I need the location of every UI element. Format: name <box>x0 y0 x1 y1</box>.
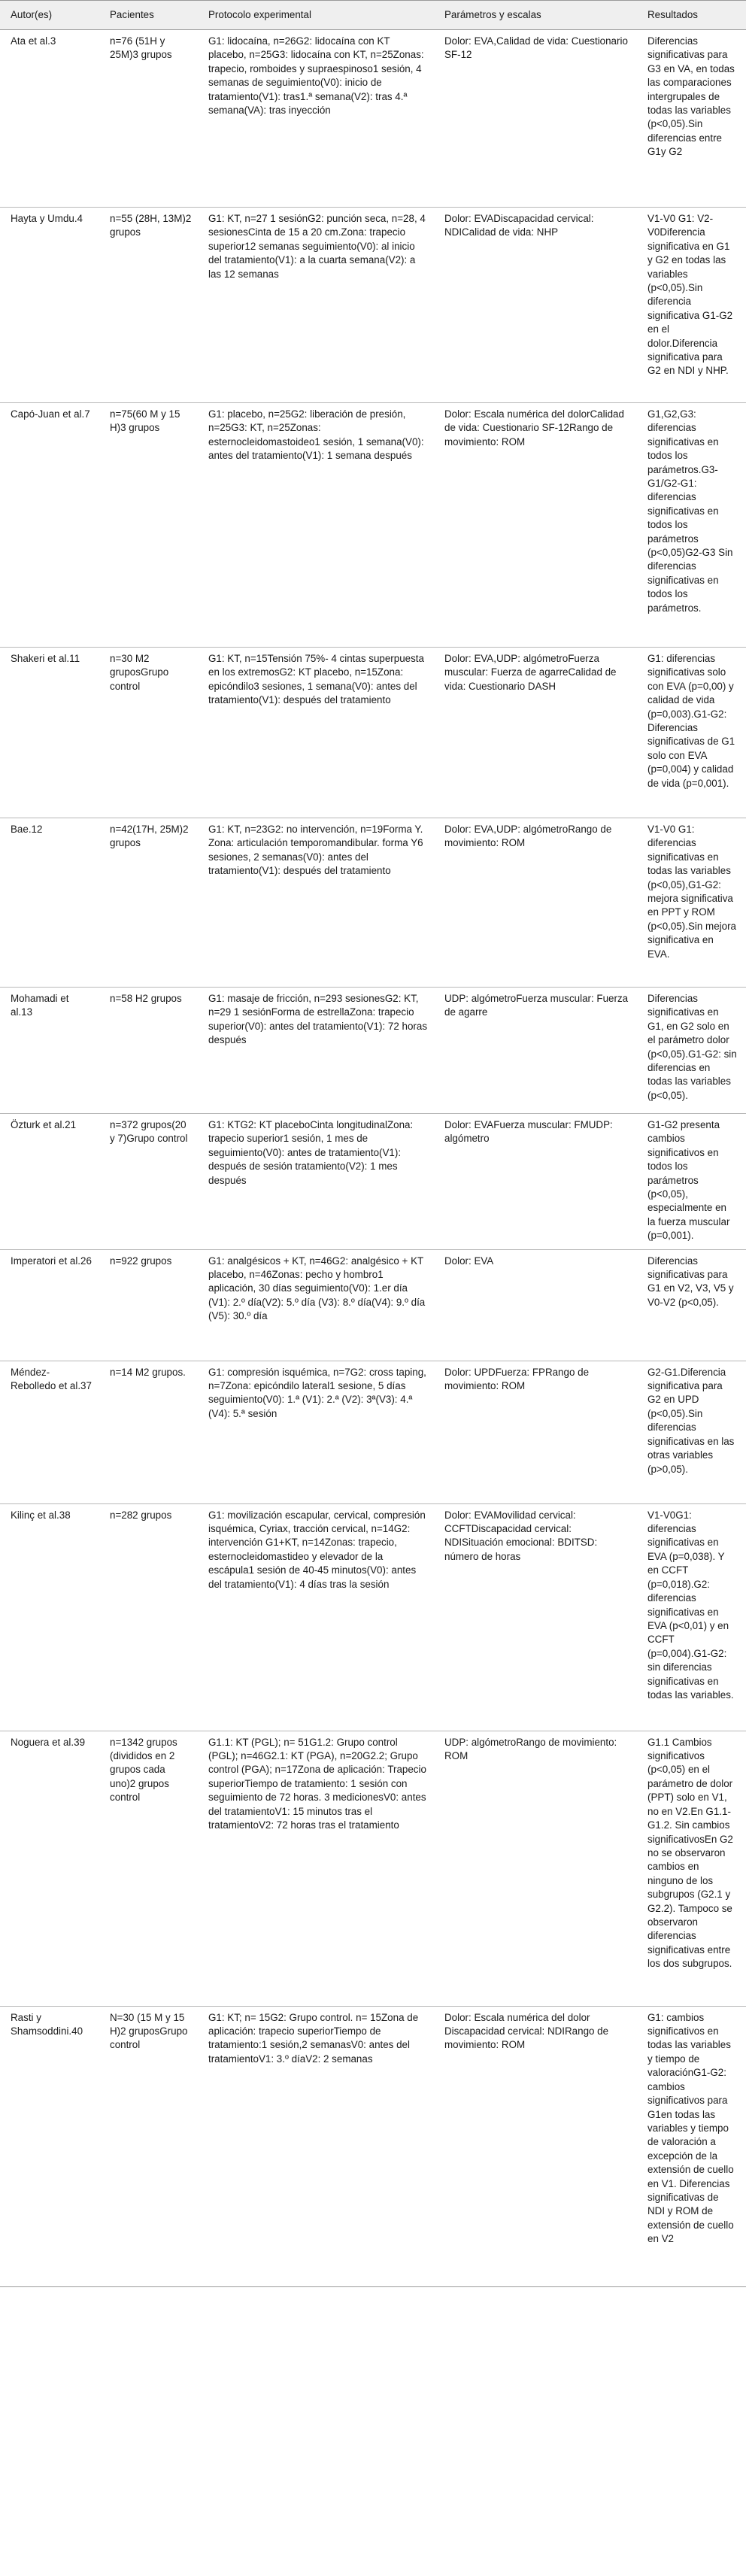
cell-params: Dolor: EVAFuerza muscular: FMUDP: algómetro <box>434 1114 637 1250</box>
header-results: Resultados <box>637 1 746 30</box>
table-row <box>0 2006 746 2286</box>
cell-params: Dolor: UPDFuerza: FPRango de movimiento: ROM <box>434 1361 637 1503</box>
cell-results: G1,G2,G3: diferencias significativas en todos los parámetros.G3-G1/G2-G1: diferencias significativas en todos los parámetros (p<0,05)G2-G3 Sin diferencias significativas en todos los parámetros. <box>637 403 746 648</box>
cell-author: Shakeri et al.11 <box>0 648 99 818</box>
cell-results: V1-V0 G1: V2-V0Diferencia significativa en G1 y G2 en todas las variables (p<0,05).Sin diferencia significativa G1-G2 en el dolor.Diferencia significativa para G2 en NDI y NHP. <box>637 208 746 403</box>
table-row <box>0 1114 746 1250</box>
header-row <box>0 1 746 30</box>
cell-author: Capó-Juan et al.7 <box>0 403 99 648</box>
table-row <box>0 1731 746 2006</box>
cell-protocol: G1.1: KT (PGL); n= 51G1.2: Grupo control (PGL); n=46G2.1: KT (PGA), n=20G2.2; Grupo control (PGA); n=17Zona de aplicación: Trapecio superiorTiempo de tratamiento: 1 sesión con seguimiento de 72 horas. 3 medicionesV0: antes del tratamientoV1: 15 minutos tras el tratamientoV2: 72 horas tras el tratamiento <box>198 1731 434 2006</box>
cell-params: Dolor: Escala numérica del dolor Discapacidad cervical: NDIRango de movimiento: ROM <box>434 2006 637 2286</box>
header-patients: Pacientes <box>99 1 198 30</box>
cell-protocol: G1: analgésicos + KT, n=46G2: analgésico + KT placebo, n=46Zonas: pecho y hombro1 aplicación, 30 días seguimiento(V0): 1.er día (V1): 2.º día(V2): 5.º día (V3): 8.º día(V4): 9.º día (V5): 30.º día <box>198 1249 434 1361</box>
cell-patients: n=58 H2 grupos <box>99 988 198 1114</box>
table-row <box>0 1249 746 1361</box>
cell-params: Dolor: EVA,UDP: algómetroRango de movimiento: ROM <box>434 818 637 988</box>
cell-author: Özturk et al.21 <box>0 1114 99 1250</box>
table-row <box>0 1361 746 1503</box>
cell-author: Ata et al.3 <box>0 30 99 208</box>
table-row <box>0 818 746 988</box>
cell-results: Diferencias significativas para G3 en VA, en todas las comparaciones intergrupales de todas las variables (p<0,05).Sin diferencias entre G1y G2 <box>637 30 746 208</box>
cell-author: Rasti y Shamsoddini.40 <box>0 2006 99 2286</box>
cell-patients: n=42(17H, 25M)2 grupos <box>99 818 198 988</box>
cell-results: Diferencias significativas en G1, en G2 solo en el parámetro dolor (p<0,05).G1-G2: sin diferencias en todas las variables (p<0,05). <box>637 988 746 1114</box>
cell-author: Imperatori et al.26 <box>0 1249 99 1361</box>
header-author: Autor(es) <box>0 1 99 30</box>
cell-results: Diferencias significativas para G1 en V2, V3, V5 y V0-V2 (p<0,05). <box>637 1249 746 1361</box>
cell-results: G1.1 Cambios significativos (p<0,05) en el parámetro de dolor (PPT) solo en V1, no en V2.En G1.1-G1.2. Sin cambios significativosEn G2 no se observaron cambios en ninguno de los subgrupos (G2.1 y G2.2). Tampoco se observaron diferencias significativas entre los dos subgrupos. <box>637 1731 746 2006</box>
cell-params: Dolor: EVA,UDP: algómetroFuerza muscular: Fuerza de agarreCalidad de vida: Cuestionario DASH <box>434 648 637 818</box>
cell-protocol: G1: movilización escapular, cervical, compresión isquémica, Cyriax, tracción cervical, n=14G2: intervención G1+KT, n=14Zonas: trapecio, esternocleidomastideo y elevador de la escápula1 sesión de 40-45 minutos(V0): antes del tratamiento(V1): 4 días tras la sesión <box>198 1503 434 1731</box>
cell-results: G1-G2 presenta cambios significativos en todos los parámetros (p<0,05), especialmente en la fuerza muscular (p=0,001). <box>637 1114 746 1250</box>
cell-protocol: G1: placebo, n=25G2: liberación de presión, n=25G3: KT, n=25Zonas: esternocleidomastoideo1 sesión, 1 semana(V0): antes del tratamiento(V1): 1 semana después <box>198 403 434 648</box>
cell-patients: n=372 grupos(20 y 7)Grupo control <box>99 1114 198 1250</box>
header-protocol: Protocolo experimental <box>198 1 434 30</box>
cell-author: Hayta y Umdu.4 <box>0 208 99 403</box>
cell-params: Dolor: EVA,Calidad de vida: Cuestionario SF-12 <box>434 30 637 208</box>
cell-author: Kilinç et al.38 <box>0 1503 99 1731</box>
cell-patients: n=1342 grupos (divididos en 2 grupos cada uno)2 grupos control <box>99 1731 198 2006</box>
cell-patients: n=75(60 M y 15 H)3 grupos <box>99 403 198 648</box>
cell-patients: n=55 (28H, 13M)2 grupos <box>99 208 198 403</box>
cell-patients: n=30 M2 gruposGrupo control <box>99 648 198 818</box>
cell-params: Dolor: EVAMovilidad cervical: CCFTDiscapacidad cervical: NDISituación emocional: BDITSD: número de horas <box>434 1503 637 1731</box>
table-row <box>0 208 746 403</box>
cell-author: Méndez-Rebolledo et al.37 <box>0 1361 99 1503</box>
cell-patients: n=76 (51H y 25M)3 grupos <box>99 30 198 208</box>
table-row <box>0 648 746 818</box>
cell-protocol: G1: KT; n= 15G2: Grupo control. n= 15Zona de aplicación: trapecio superiorTiempo de tratamiento:1 sesión,2 semanasV0: antes del tratamientoV1: 3.º díaV2: 2 semanas <box>198 2006 434 2286</box>
cell-author: Bae.12 <box>0 818 99 988</box>
cell-params: Dolor: EVADiscapacidad cervical: NDICalidad de vida: NHP <box>434 208 637 403</box>
table-row <box>0 988 746 1114</box>
cell-protocol: G1: KT, n=23G2: no intervención, n=19Forma Y. Zona: articulación temporomandibular. forma Y6 sesiones, 2 semanas(V0): antes del tratamiento(V1): después del tratamiento <box>198 818 434 988</box>
cell-patients: N=30 (15 M y 15 H)2 gruposGrupo control <box>99 2006 198 2286</box>
cell-patients: n=282 grupos <box>99 1503 198 1731</box>
cell-results: V1-V0G1: diferencias significativas en EVA (p=0,038). Y en CCFT (p=0,018).G2: diferencias significativas en EVA (p<0,01) y en CCFT (p=0,004).G1-G2: sin diferencias significativas en todas las variables. <box>637 1503 746 1731</box>
cell-params: Dolor: Escala numérica del dolorCalidad de vida: Cuestionario SF-12Rango de movimiento: ROM <box>434 403 637 648</box>
table-body <box>0 30 746 2287</box>
table-header <box>0 1 746 30</box>
cell-params: UDP: algómetroRango de movimiento: ROM <box>434 1731 637 2006</box>
cell-patients: n=922 grupos <box>99 1249 198 1361</box>
table-row <box>0 403 746 648</box>
table-row <box>0 30 746 208</box>
cell-patients: n=14 M2 grupos. <box>99 1361 198 1503</box>
cell-results: G1: cambios significativos en todas las variables y tiempo de valoraciónG1-G2: cambios significativos para G1en todas las variables y tiempo de valoración a excepción de la extensión de cuello en V1. Diferencias significativas de NDI y ROM de extensión de cuello en V2 <box>637 2006 746 2286</box>
cell-author: Mohamadi et al.13 <box>0 988 99 1114</box>
cell-protocol: G1: KT, n=15Tensión 75%- 4 cintas superpuesta en los extremosG2: KT placebo, n=15Zona: epicóndilo3 sesiones, 1 semana(V0): antes del tratamiento(V1): después del tratamiento <box>198 648 434 818</box>
cell-protocol: G1: compresión isquémica, n=7G2: cross taping, n=7Zona: epicóndilo lateral1 sesione, 5 días seguimiento(V0): 1.ª (V1): 2.ª (V2): 3ª(V3): 4.ª (V4): 5.ª sesión <box>198 1361 434 1503</box>
cell-results: G2-G1.Diferencia significativa para G2 en UPD (p<0,05).Sin diferencias significativas en las otras variables (p>0,05). <box>637 1361 746 1503</box>
cell-author: Noguera et al.39 <box>0 1731 99 2006</box>
cell-protocol: G1: lidocaína, n=26G2: lidocaína con KT placebo, n=25G3: lidocaína con KT, n=25Zonas: trapecio, romboides y supraespinoso1 sesión, 4 semanas de seguimiento(V0): inicio de tratamiento(V1): tras1.ª semana(V2): tras 4.ª semana(VA): tras inyección <box>198 30 434 208</box>
cell-protocol: G1: KTG2: KT placeboCinta longitudinalZona: trapecio superior1 sesión, 1 mes de seguimiento(V0): antes de tratamiento(V1): después de sesión tratamiento(V2): 1 mes después <box>198 1114 434 1250</box>
cell-protocol: G1: KT, n=27 1 sesiónG2: punción seca, n=28, 4 sesionesCinta de 15 a 20 cm.Zona: trapecio superior12 semanas seguimiento(V0): al inicio del tratamiento(V1): a la cuarta semana(V2): a las 12 semanas <box>198 208 434 403</box>
cell-params: Dolor: EVA <box>434 1249 637 1361</box>
cell-results: V1-V0 G1: diferencias significativas en todas las variables (p<0,05),G1-G2: mejora significativa en PPT y ROM (p<0,05).Sin mejora significativa en EVA. <box>637 818 746 988</box>
header-params: Parámetros y escalas <box>434 1 637 30</box>
table-row <box>0 1503 746 1731</box>
cell-params: UDP: algómetroFuerza muscular: Fuerza de agarre <box>434 988 637 1114</box>
cell-protocol: G1: masaje de fricción, n=293 sesionesG2: KT, n=29 1 sesiónForma de estrellaZona: trapecio superior(V0): antes del tratamiento(V1): 72 horas después <box>198 988 434 1114</box>
cell-results: G1: diferencias significativas solo con EVA (p=0,00) y calidad de vida (p=0,003).G1-G2: Diferencias significativas de G1 solo con EVA (p=0,004) y calidad de vida (p=0,001). <box>637 648 746 818</box>
